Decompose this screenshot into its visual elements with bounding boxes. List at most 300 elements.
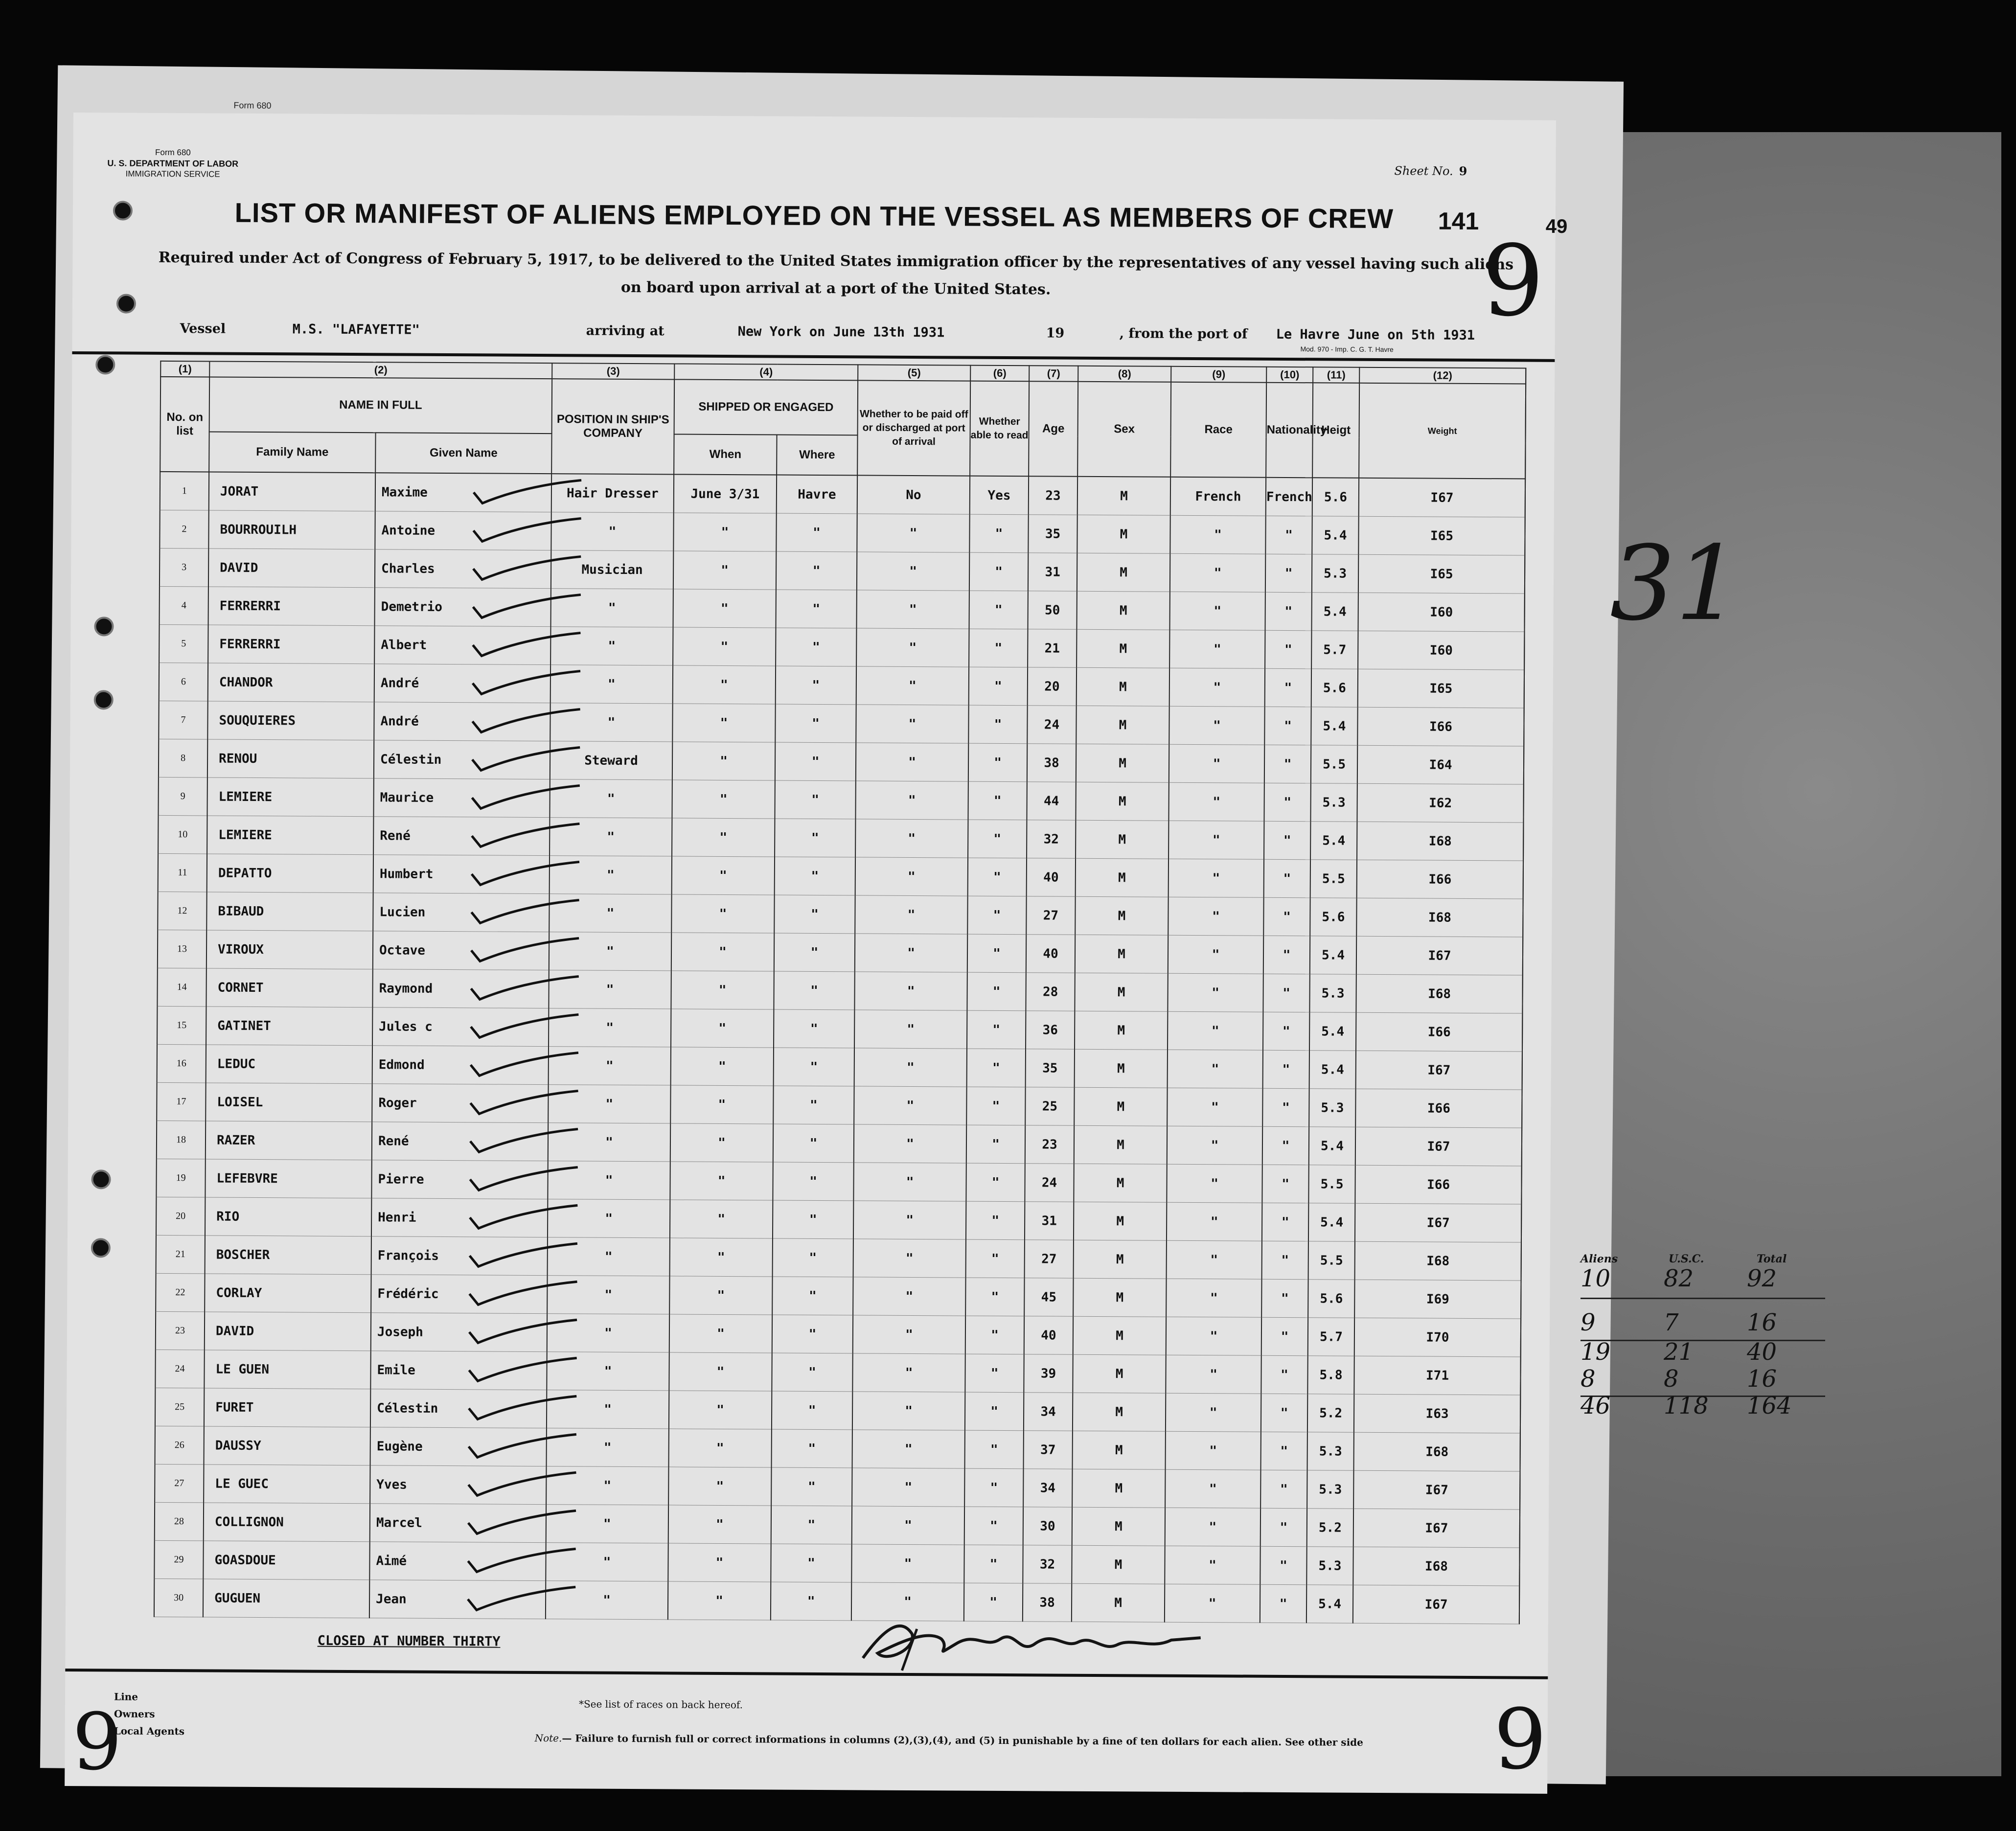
paid-off-cell: " [856, 743, 968, 781]
row-number-cell: 18 [157, 1121, 206, 1159]
weight-cell: I66 [1355, 1089, 1522, 1128]
row-number-cell: 19 [156, 1159, 205, 1197]
able-to-read-cell: " [969, 514, 1028, 553]
table-row [160, 548, 1525, 594]
weight-cell: I64 [1357, 745, 1524, 784]
weight-cell: I63 [1354, 1394, 1520, 1433]
table-row [155, 1464, 1520, 1510]
sex-cell: M [1072, 1545, 1165, 1584]
weight-cell: I69 [1354, 1280, 1521, 1319]
sex-cell: M [1074, 1202, 1167, 1240]
able-to-read-cell: " [965, 1316, 1024, 1354]
family-name-cell: DEPATTO [207, 854, 373, 893]
paid-off-cell: " [855, 934, 967, 972]
column-group-row [160, 377, 1526, 439]
table-row [159, 701, 1524, 746]
age-cell: 40 [1027, 858, 1076, 897]
header-weight: Weight [1359, 383, 1526, 479]
tally-row: 10 82 92 [1581, 1265, 1777, 1292]
position-cell: " [550, 779, 672, 818]
shipped-where-cell: " [771, 1544, 851, 1582]
header-nationality: Nationality [1266, 383, 1313, 478]
sex-cell: M [1073, 1393, 1166, 1431]
able-to-read-cell: " [966, 1087, 1025, 1125]
able-to-read-cell: " [964, 1468, 1023, 1507]
code-141: 141 [1438, 207, 1479, 235]
shipped-where-cell: " [774, 1048, 854, 1086]
weight-cell: I60 [1358, 631, 1524, 670]
height-cell: 5.4 [1310, 822, 1357, 860]
given-name-cell: Charles [375, 549, 551, 589]
shipped-where-cell: " [773, 1238, 853, 1277]
paid-off-cell: " [856, 705, 968, 743]
row-number-cell: 27 [155, 1464, 204, 1503]
row-number-cell: 13 [158, 930, 206, 968]
shipped-when-cell: " [670, 1162, 773, 1200]
punch-hole [94, 690, 114, 710]
family-name-cell: CORNET [206, 968, 372, 1007]
header-no-on-list: No. on list [160, 377, 209, 472]
weight-cell: I65 [1358, 669, 1524, 708]
height-cell: 5.4 [1309, 1012, 1356, 1051]
family-name-cell: DAVID [205, 1312, 371, 1351]
from-port-value: Le Havre June on 5th 1931 [1276, 326, 1475, 343]
age-cell: 32 [1023, 1545, 1072, 1584]
sex-cell: M [1076, 820, 1168, 859]
table-row [155, 1426, 1520, 1471]
weight-cell: I71 [1354, 1356, 1520, 1395]
big-sheet-number-bottom-right: 9 [1493, 1691, 1547, 1788]
shipped-where-cell: " [772, 1315, 853, 1353]
sex-cell: M [1072, 1469, 1165, 1508]
table-row [157, 1082, 1522, 1128]
race-cell: " [1170, 553, 1265, 592]
shipped-where-cell: " [776, 628, 856, 666]
race-cell: " [1165, 1469, 1260, 1508]
row-number-cell: 24 [155, 1350, 204, 1388]
paid-off-cell: " [854, 1124, 966, 1163]
sex-cell: M [1075, 973, 1168, 1011]
owners-label: Owners [114, 1708, 155, 1720]
family-name-cell: VIROUX [206, 930, 373, 969]
able-to-read-cell: " [966, 1163, 1025, 1202]
height-cell: 5.7 [1311, 631, 1358, 669]
race-cell: " [1168, 1011, 1263, 1050]
given-name-cell: Célestin [374, 740, 550, 779]
age-cell: 31 [1028, 553, 1077, 592]
printer-mark: Mod. 970 - Imp. C. G. T. Havre [1300, 345, 1394, 354]
position-cell: " [549, 932, 671, 971]
shipped-when-cell: " [669, 1391, 772, 1429]
family-name-cell: GOASDOUE [203, 1541, 369, 1580]
paid-off-cell: " [853, 1163, 966, 1201]
row-number-cell: 14 [157, 968, 206, 1007]
table-row [157, 1006, 1522, 1052]
header-where: Where [777, 435, 857, 476]
family-name-cell: RENOU [207, 739, 374, 778]
line-label: Line [114, 1691, 138, 1703]
table-row [158, 892, 1523, 937]
given-name-cell: Yves [370, 1465, 546, 1505]
arriving-value: New York on June 13th 1931 [737, 324, 945, 341]
height-cell: 5.3 [1309, 1089, 1355, 1127]
shipped-where-cell: " [775, 742, 856, 781]
shipped-when-cell: " [672, 818, 775, 857]
race-cell: " [1167, 1202, 1262, 1241]
paid-off-cell: " [853, 1201, 966, 1239]
race-cell: " [1167, 1088, 1262, 1126]
paid-off-cell: " [855, 781, 968, 820]
punch-hole [91, 1238, 111, 1258]
shipped-when-cell: " [673, 665, 776, 704]
header-paid-off: Whether to be paid off or discharged at port of arrival [857, 380, 970, 476]
nationality-cell: " [1261, 1279, 1308, 1317]
header-sex: Sex [1077, 382, 1171, 477]
nationality-cell: " [1260, 1508, 1307, 1546]
given-name-cell: Célestin [370, 1389, 547, 1428]
row-number-cell: 15 [157, 1006, 206, 1045]
shipped-where-cell: " [773, 1124, 854, 1163]
able-to-read-cell: " [969, 591, 1028, 629]
tally-header-aliens: Aliens [1581, 1253, 1618, 1265]
table-row [159, 663, 1524, 708]
shipped-when-cell: " [669, 1352, 772, 1391]
table-row [157, 1121, 1522, 1166]
age-cell: 23 [1025, 1125, 1074, 1164]
given-name-cell: Jean [369, 1580, 546, 1619]
able-to-read-cell: " [968, 743, 1027, 782]
nationality-cell: " [1263, 936, 1310, 974]
paid-off-cell: " [854, 1010, 967, 1049]
able-to-read-cell: " [968, 820, 1027, 858]
paid-off-cell: " [851, 1582, 964, 1621]
position-cell: " [548, 1085, 670, 1123]
shipped-where-cell: Havre [777, 475, 857, 514]
height-cell: 5.2 [1307, 1394, 1354, 1432]
header-family-name: Family Name [209, 432, 375, 473]
able-to-read-cell: " [964, 1583, 1023, 1622]
nationality-cell: " [1262, 1165, 1308, 1203]
form-number: Form 680 [155, 147, 191, 158]
given-name-cell: Antoine [375, 511, 551, 550]
given-name-cell: Demetrio [375, 588, 551, 627]
family-name-cell: BOURROUILH [208, 510, 375, 549]
given-name-cell: André [374, 664, 550, 703]
height-cell: 5.3 [1309, 974, 1356, 1012]
family-name-cell: BIBAUD [206, 892, 373, 931]
given-name-cell: Humbert [373, 855, 550, 894]
table-row [157, 968, 1522, 1013]
weight-cell: I67 [1356, 1051, 1522, 1090]
shipped-when-cell: " [670, 1085, 773, 1124]
shipped-when-cell: " [673, 627, 776, 666]
shipped-when-cell: " [673, 589, 776, 628]
age-cell: 30 [1023, 1507, 1072, 1546]
shipped-where-cell: " [772, 1277, 853, 1315]
age-cell: 24 [1025, 1164, 1074, 1202]
race-cell: " [1167, 1126, 1262, 1165]
crew-manifest-table [154, 361, 1526, 1625]
paid-off-cell: " [856, 628, 969, 667]
height-cell: 5.5 [1308, 1165, 1355, 1203]
nationality-cell: " [1264, 707, 1311, 745]
weight-cell: I66 [1355, 1165, 1521, 1204]
family-name-cell: LEMIERE [207, 778, 373, 817]
weight-cell: I66 [1356, 1012, 1522, 1052]
shipped-where-cell: " [771, 1582, 851, 1621]
height-cell: 5.4 [1306, 1585, 1353, 1623]
position-cell: Steward [550, 741, 672, 780]
shipped-where-cell: " [773, 1200, 853, 1239]
given-name-cell: Emile [370, 1351, 547, 1390]
family-name-cell: SOUQUIERES [207, 701, 374, 740]
race-cell: " [1168, 859, 1264, 897]
shipped-when-cell: " [672, 742, 775, 780]
able-to-read-cell: " [969, 629, 1028, 667]
age-cell: 50 [1028, 591, 1077, 630]
paid-off-cell: " [854, 972, 967, 1010]
nationality-cell: " [1265, 516, 1312, 554]
paid-off-cell: " [855, 857, 968, 896]
height-cell: 5.3 [1307, 1432, 1354, 1470]
row-number-cell: 17 [157, 1082, 206, 1121]
paid-off-cell: " [852, 1353, 965, 1392]
table-row [159, 739, 1524, 784]
given-name-cell: Frédéric [371, 1275, 547, 1314]
nationality-cell: " [1262, 1088, 1309, 1126]
weight-cell: I67 [1353, 1585, 1519, 1624]
age-cell: 44 [1027, 782, 1076, 821]
race-cell: " [1166, 1279, 1261, 1317]
race-cell: " [1170, 515, 1265, 554]
family-name-cell: GUGUEN [203, 1579, 369, 1618]
table-row [158, 930, 1523, 975]
able-to-read-cell: " [967, 934, 1026, 973]
given-name-cell: Octave [373, 931, 549, 970]
shipped-where-cell: " [772, 1391, 852, 1430]
age-cell: 37 [1024, 1431, 1073, 1469]
position-cell: Hair Dresser [551, 474, 674, 513]
tally-rule [1581, 1298, 1825, 1299]
department-name: U. S. DEPARTMENT OF LABOR [107, 158, 239, 169]
position-cell: " [546, 1505, 668, 1543]
height-cell: 5.4 [1311, 707, 1357, 745]
tally-row: 8 8 16 [1581, 1365, 1777, 1393]
form-header-left [107, 147, 238, 180]
able-to-read-cell: " [967, 896, 1026, 935]
position-cell: " [548, 1161, 670, 1200]
height-cell: 5.4 [1312, 516, 1358, 554]
sex-cell: M [1077, 629, 1169, 668]
position-cell: " [547, 1276, 669, 1314]
table-row [159, 624, 1524, 670]
family-name-cell: LEFEBVRE [205, 1159, 371, 1198]
able-to-read-cell: " [967, 972, 1026, 1011]
race-cell: " [1166, 1431, 1261, 1470]
row-number-cell: 8 [159, 739, 207, 778]
nationality-cell: " [1263, 1012, 1309, 1050]
nationality-cell: " [1264, 745, 1311, 783]
header-when: When [674, 434, 777, 475]
tally-row: 9 7 16 [1581, 1309, 1777, 1336]
shipped-where-cell: " [774, 895, 855, 934]
paid-off-cell: " [857, 590, 969, 629]
table-row [157, 1044, 1522, 1090]
race-cell: " [1168, 782, 1264, 821]
position-cell: Musician [551, 550, 673, 589]
shipped-when-cell: " [671, 971, 774, 1009]
shipped-when-cell: " [671, 933, 774, 971]
able-to-read-cell: " [968, 781, 1027, 820]
race-cell: " [1168, 935, 1263, 974]
shipped-when-cell: June 3/31 [674, 474, 777, 513]
given-name-cell: Eugène [370, 1427, 547, 1466]
family-name-cell: BOSCHER [205, 1236, 371, 1275]
able-to-read-cell: " [968, 858, 1027, 896]
paid-off-cell: " [857, 514, 969, 552]
height-cell: 5.7 [1308, 1318, 1354, 1356]
shipped-when-cell: " [670, 1238, 773, 1277]
weight-cell: I67 [1353, 1470, 1520, 1510]
nationality-cell: " [1265, 592, 1312, 630]
weight-cell: I68 [1354, 1432, 1520, 1471]
paid-off-cell: No [857, 475, 970, 514]
shipped-where-cell: " [773, 1086, 854, 1124]
required-statement: Required under Act of Congress of February 5, 1917, to be delivered to the United States immigration officer by the representatives of any vessel having such aliens on board upon arrival at a port of the United States. [158, 249, 1514, 298]
able-to-read-cell: " [966, 1125, 1025, 1164]
given-name-cell: René [373, 817, 550, 856]
age-cell: 25 [1025, 1087, 1074, 1126]
row-number-cell: 21 [156, 1235, 205, 1274]
position-cell: " [551, 589, 673, 627]
paid-off-cell: " [854, 1048, 967, 1087]
weight-cell: I66 [1357, 707, 1524, 746]
shipped-where-cell: " [776, 551, 857, 590]
nationality-cell: " [1261, 1355, 1307, 1394]
family-name-cell: LE GUEN [204, 1350, 370, 1389]
position-cell: " [547, 1314, 669, 1352]
height-cell: 5.6 [1311, 669, 1358, 707]
paid-off-cell: " [852, 1392, 965, 1430]
given-name-cell: Marcel [370, 1504, 546, 1543]
height-cell: 5.4 [1312, 593, 1358, 631]
table-row [156, 1159, 1521, 1204]
age-cell: 32 [1027, 820, 1076, 859]
inspector-signature [858, 1614, 1211, 1674]
given-name-cell: Roger [372, 1084, 548, 1123]
height-cell: 5.6 [1310, 898, 1356, 936]
nationality-cell: " [1263, 897, 1310, 936]
able-to-read-cell: " [969, 552, 1028, 591]
sex-cell: M [1077, 515, 1170, 553]
sex-cell: M [1076, 858, 1168, 897]
height-cell: 5.2 [1307, 1509, 1353, 1547]
header-name-in-full: NAME IN FULL [209, 377, 552, 434]
height-cell: 5.4 [1309, 1127, 1355, 1165]
age-cell: 35 [1026, 1049, 1075, 1088]
able-to-read-cell: Yes [970, 476, 1029, 515]
table-row [156, 1235, 1521, 1281]
shipped-where-cell: " [775, 780, 855, 819]
row-number-cell: 10 [158, 815, 207, 854]
weight-cell: I68 [1353, 1547, 1519, 1586]
big-sheet-number-bottom-left: 9 [72, 1696, 122, 1788]
sex-cell: M [1075, 896, 1168, 935]
age-cell: 40 [1024, 1316, 1073, 1355]
race-cell: " [1166, 1355, 1261, 1394]
penalty-note: Note.— Failure to furnish full or correct informations in columns (2),(3),(4), and (5) in punishable by a fine of ten dollars for each alien. See other side [534, 1732, 1363, 1748]
able-to-read-cell: " [966, 1201, 1025, 1240]
family-name-cell: DAVID [208, 549, 375, 588]
row-number-cell: 28 [155, 1502, 204, 1541]
age-cell: 38 [1027, 744, 1076, 782]
family-name-cell: CHANDOR [208, 663, 374, 702]
age-cell: 24 [1027, 706, 1076, 744]
sex-cell: M [1077, 591, 1170, 630]
shipped-where-cell: " [776, 666, 856, 705]
race-cell: " [1165, 1508, 1260, 1546]
paid-off-cell: " [855, 895, 967, 934]
big-sheet-number-top: 9 [1481, 224, 1545, 339]
row-number-cell: 29 [154, 1540, 203, 1579]
header-height: Heigt [1312, 383, 1359, 478]
sex-cell: M [1074, 1240, 1167, 1279]
row-number-cell: 3 [160, 548, 208, 587]
family-name-cell: CORLAY [205, 1274, 371, 1313]
position-cell: " [548, 1199, 670, 1238]
family-name-cell: LEDUC [206, 1045, 372, 1084]
shipped-where-cell: " [774, 1009, 854, 1048]
weight-cell: I66 [1357, 860, 1523, 899]
nationality-cell: " [1262, 1203, 1308, 1241]
table-row [158, 815, 1523, 861]
race-cell: " [1169, 630, 1265, 668]
sex-cell: M [1075, 1011, 1168, 1050]
race-cell: " [1165, 1546, 1260, 1584]
local-agents-label: Local Agents [114, 1725, 185, 1738]
height-cell: 5.3 [1307, 1470, 1353, 1509]
given-name-cell: Jules c [372, 1007, 549, 1047]
shipped-when-cell: " [670, 1200, 773, 1238]
row-number-cell: 20 [156, 1197, 205, 1236]
family-name-cell: DAUSSY [204, 1426, 370, 1465]
race-cell: " [1169, 706, 1264, 745]
paid-off-cell: " [855, 819, 968, 858]
given-name-cell: René [372, 1122, 548, 1161]
sex-cell: M [1076, 706, 1169, 744]
shipped-when-cell: " [668, 1467, 771, 1506]
able-to-read-cell: " [964, 1545, 1023, 1583]
race-cell: " [1169, 744, 1264, 783]
height-cell: 5.6 [1308, 1280, 1354, 1318]
position-cell: " [548, 1123, 670, 1162]
sex-cell: M [1074, 1164, 1167, 1202]
row-number-cell: 30 [154, 1579, 203, 1617]
closed-note: CLOSED AT NUMBER THIRTY [317, 1633, 501, 1649]
row-number-cell: 16 [157, 1044, 206, 1083]
position-cell: " [550, 665, 673, 704]
vessel-label: Vessel [180, 321, 226, 337]
shipped-when-cell: " [670, 1123, 773, 1162]
race-cell: " [1167, 1240, 1262, 1279]
paid-off-cell: " [853, 1277, 965, 1316]
shipped-when-cell: " [672, 856, 775, 895]
weight-cell: I68 [1356, 898, 1523, 937]
table-row [158, 777, 1523, 823]
family-name-cell: FURET [204, 1388, 370, 1427]
able-to-read-cell: " [965, 1354, 1024, 1393]
age-cell: 34 [1023, 1469, 1072, 1508]
